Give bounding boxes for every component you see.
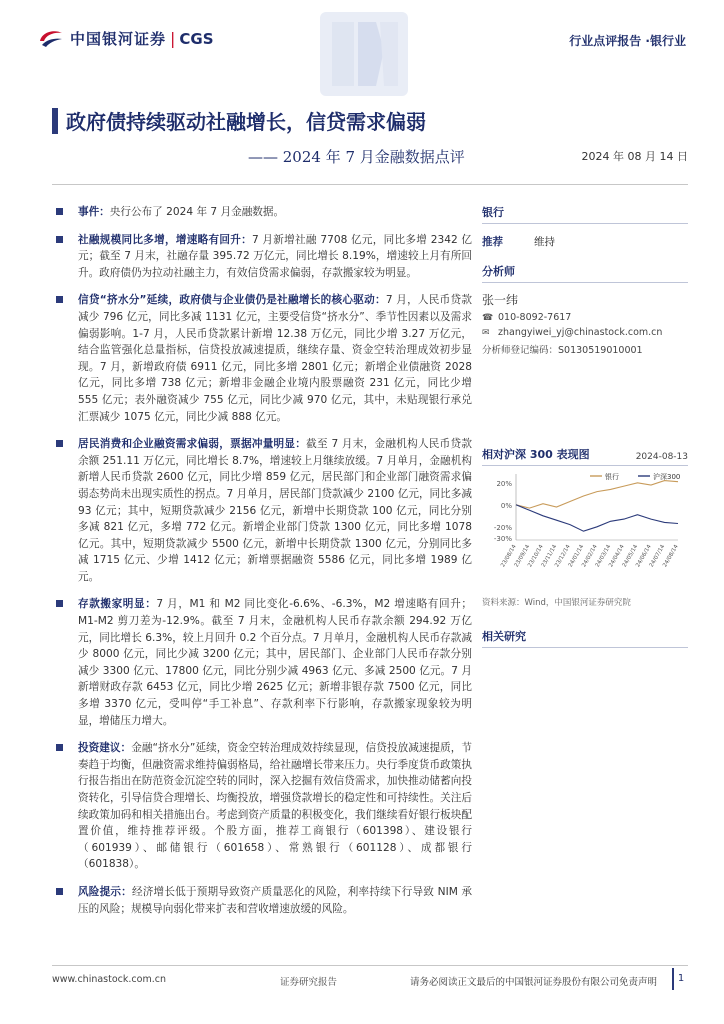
chart-date: 2024-08-13 [635,452,688,462]
item-text: 经济增长低于预期导致资产质量恶化的风险，利率持续下行导致 NIM 承压的风险；规模导向弱化带来扩表和营收增速放缓的风险。 [78,885,472,915]
footer-disclaimer: 请务必阅读正文最后的中国银河证券股份有限公司免责声明 [410,977,658,988]
x-tick-label: 24/01/14 [567,544,586,569]
summary-item-loan-demand [52,436,472,585]
x-tick-label: 24/06/14 [635,544,653,569]
chart-title: 相对沪深 300 表现图 [482,448,590,461]
logo-en-text: CGS [179,29,214,48]
item-label: 社融规模同比多增，增速略有回升： [78,233,252,246]
item-label: 风险提示： [78,885,132,898]
cert-text: 分析师登记编码：S0130519010001 [482,345,643,356]
chart-source: 资料来源：Wind，中国银河证券研究院 [482,598,631,608]
summary-item-event [52,204,472,221]
bullet-marker [56,296,63,303]
x-tick-label: 23/09/14 [513,544,532,569]
rating-row [482,234,688,249]
bullet-marker [56,440,63,447]
bullet-marker [56,236,63,243]
bullet-marker [56,600,63,607]
item-text: 金融“挤水分”延续，资金空转治理成效持续显现，信贷投放减速提质，节奏趋于均衡，但融资需求维持偏弱格局，给社融增长带来压力。央行季度货币政策执行报告指出在防范资金沉淀空转的同时，深入挖掘有效信贷需求，加快推动储蓄向投资转化，引导信贷合理增长、均衡投放，增强贷款增长的稳定性和可持续性。关注后续政策加码和相关措施出台。考虑到资产质量的积极变化，我们继续看好银行板块配置价值，维持推荐评级。个股方面，推荐工商银行（601398）、建设银行（601939）、邮储银行（601658）、常熟银行（601128）、成都银行（601838）。 [78,742,473,871]
item-label: 存款搬家明显： [78,598,157,611]
bullet-marker [56,888,63,895]
footer-url[interactable]: www.chinastock.com.cn [52,974,166,985]
bullet-marker [56,208,63,215]
legend-label: 银行 [605,473,619,481]
report-subtitle: —— 2024 年 7 月金融数据点评 [248,148,465,166]
phone-text: 010-8092-7617 [498,312,572,323]
legend-label: 沪深300 [653,473,681,481]
item-label: 投资建议： [78,742,132,755]
bullet-marker [56,744,63,751]
footer-doc-type: 证券研究报告 [280,977,338,988]
logo-cn-text: 中国银河证券 [70,30,167,48]
item-text: 7 月，M1 和 M2 同比变化-6.6%、-6.3%，M2 增速略有回升；M1-M2 剪刀差为-12.9%。截至 7 月末，金融机构人民币存款余额 294.92 万亿元，同比增长 6.3%，较上月回升 0.2 个百分点。7 月单月，金融机构人民币存款减少 8000 亿元，同比少减 3200 亿元；其中，居民部门、企业部门人民币存款分别减少 3300 亿元、17800 亿元，同比分别少减 4963 亿元、多减 2500 亿元。7 月新增财政存款 6453 亿元，同比少增 2625 亿元；新增非银存款 7500 亿元，同比多增 3370 亿元，受叫停“手工补息”、存款利率下行影响，存款搬家现象较为明显，增储压力增大。 [78,598,472,727]
cgs-logo-icon [38,29,64,49]
email-text: zhangyiwei_yj@chinastock.com.cn [498,327,663,338]
item-text: 7 月新增社融 7708 亿元，同比多增 2342 亿元；截至 7 月末，社融存量 395.72 万亿元，同比增长 8.19%，增速较上月有所回升。政府债仍为拉动社融主力，有效信贷需求偏弱，存款搬家较为明显。 [78,233,472,279]
item-text: 7 月，人民币贷款减少 796 亿元，同比多减 1131 亿元，主要受信贷“挤水分”、季节性因素以及需求偏弱影响。1-7 月，人民币贷款累计新增 12.38 万亿元，同比少增 3.27 万亿元，结合监管强化总量指标，信贷投放减速提质，继续存量、资金空转治理成效初步显现。7 月，新增政府债 6911 亿元，同比多增 2801 亿元；新增企业债融资 2028 亿元，同比多增 738 亿元；新增非金融企业境内股票融资 231 亿元，同比少增 555 亿元；表外融资减少 755 亿元，同比少减 970 亿元，其中，未贴现银行承兑汇票减少 1075 亿元，同比少减 888 亿元。 [78,294,472,423]
item-label: 居民消费和企业融资需求偏弱，票据冲量明显： [78,438,307,451]
logo-separator: | [170,29,176,48]
series-line [516,505,678,531]
title-accent-bar [52,108,58,134]
analyst-heading: 分析师 [482,263,688,283]
y-tick-label: -30% [493,534,512,543]
x-tick-label: 23/08/14 [500,544,518,569]
performance-chart [482,466,688,588]
phone-icon: ☎ [482,312,494,323]
page-number: 1 [672,968,688,990]
sector-heading: 银行 [482,204,688,224]
y-tick-label: -20% [493,523,512,532]
x-tick-label: 23/11/14 [540,544,559,569]
analyst-phone [482,312,688,323]
sidebar [482,204,688,648]
related-research-heading: 相关研究 [482,628,688,648]
item-label: 事件： [78,206,110,218]
summary-item-social-financing [52,232,472,282]
x-tick-label: 24/02/14 [581,544,599,569]
summary-item-investment [52,740,472,873]
x-tick-label: 24/08/14 [662,544,680,569]
x-tick-label: 24/05/14 [621,544,640,569]
analyst-cert [482,342,688,356]
header-divider [52,184,688,185]
chart-header [482,446,688,466]
x-tick-label: 23/12/14 [554,544,572,569]
x-tick-label: 24/03/14 [594,544,613,569]
rating-label: 推荐 [482,236,503,248]
report-type: 行业点评报告 ·银行业 [569,34,686,48]
summary-item-credit [52,292,472,425]
item-text: 央行公布了 2024 年 7 月金融数据。 [109,206,285,218]
y-tick-label: 20% [496,479,512,488]
item-label: 信贷“挤水分”延续，政府债与企业债仍是社融增长的核心驱动： [78,294,386,307]
footer-divider [52,965,688,966]
rating-value: 维持 [534,236,555,248]
y-tick-label: 0% [500,501,512,510]
email-icon: ✉ [482,327,490,338]
summary-item-risk [52,884,472,917]
main-content [52,204,472,928]
x-tick-label: 24/07/14 [648,544,667,569]
x-tick-label: 24/04/14 [608,544,626,569]
analyst-name: 张一纬 [482,293,519,307]
watermark-icon [318,10,410,98]
report-date: 2024 年 08 月 14 日 [581,150,688,163]
report-title: 政府债持续驱动社融增长，信贷需求偏弱 [66,110,426,134]
x-tick-label: 23/10/14 [527,544,545,569]
company-logo [38,28,214,49]
analyst-email[interactable] [482,327,688,338]
series-line [516,481,678,509]
summary-item-deposits [52,596,472,729]
item-text: 截至 7 月末，金融机构人民币贷款余额 251.11 万亿元，同比增长 8.7%，增速较上月继续放缓。7 月单月，金融机构新增人民币贷款 2600 亿元，同比少增 859 亿元，居民部门和企业部门融资需求偏弱态势尚未出现实质性的拐点。7 月单月，居民部门贷款减少 2100 亿元，同比多减 93 亿元；其中，短期贷款减少 2156 亿元，新增中长期贷款 100 亿元，同比分别多减 821 亿元，多增 772 亿元。新增企业部门贷款 1300 亿元，同比多增 1078 亿元。其中，短期贷款减少 5500 亿元，新增中长期贷款 1300 亿元，分别同比多减 1715 亿元、少增 1412 亿元；新增票据融资 5586 亿元，同比多增 1989 亿元。 [78,438,472,583]
